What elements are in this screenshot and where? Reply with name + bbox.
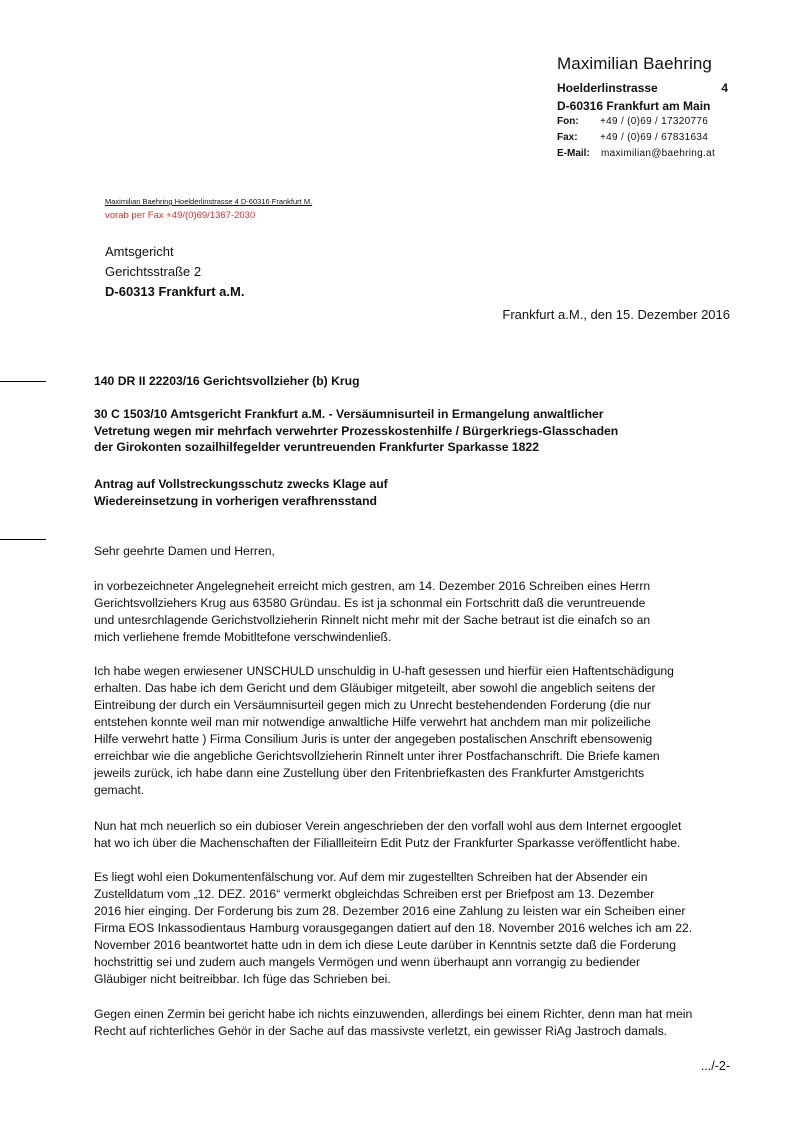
sender-city: D-60316 Frankfurt am Main [557, 99, 711, 113]
body-line: hat wo ich über die Machenschaften der Filiallleiteirn Edit Putz der Frankfurter Sparkasse veröffentlicht habe. [94, 836, 681, 850]
body-line: und untesrchlagende Gerichstvollzieherin Rinnelt nicht mehr mit der Sache betraut ist die einafch so an [94, 613, 651, 627]
page-continuation-marker: .../-2- [700, 1059, 730, 1073]
body-line: Es liegt wohl eien Dokumentenfälschung vor. Auf dem mir zugestellten Schreiben hat der Absender ein [94, 870, 648, 884]
body-line: Zustelldatum vom „12. DEZ. 2016“ vermerkt obgleichdas Schreiben erst per Briefpost am 13. Dezember [94, 887, 655, 901]
body-line: November 2016 beantwortet hatte udn in dem ich diese Leute darüber in Kenntnis setzte daß die Forderung [94, 938, 676, 952]
fold-mark-top [0, 381, 46, 382]
sender-house-number: 4 [721, 81, 728, 95]
sender-street-name: Hoelderlinstrasse [557, 81, 658, 95]
fold-mark-bottom [0, 539, 46, 540]
body-line: Eintreibung der durch ein Versäumnisurteil gegen mich zu Unrecht bestehendenden Forderung (die nur [94, 698, 651, 712]
body-paragraph-5 [94, 1006, 744, 1040]
subject-reference-2-line: 30 C 1503/10 Amtsgericht Frankfurt a.M. - Versäumnisurteil in Ermangelung anwaltlicher [94, 407, 604, 421]
recipient-line-2: Gerichtsstraße 2 [105, 264, 202, 279]
body-line: jeweils zurück, ich habe dann eine Zustellung über den Fritenbriefkasten des Frankfurter Amstgerichts [94, 766, 645, 780]
body-line: Gegen einen Zermin bei gericht habe ich nichts einzuwenden, allerdings bei einem Richter, denn man hat mein [94, 1007, 693, 1021]
fax-note: vorab per Fax +49/(0)69/1367-2030 [105, 210, 256, 221]
phone-label: Fon: [557, 116, 579, 127]
body-line: gemacht. [94, 783, 145, 797]
email-value: maximilian@baehring.at [601, 148, 716, 159]
salutation: Sehr geehrte Damen und Herren, [94, 544, 275, 558]
subject-motion-line: Antrag auf Vollstreckungsschutz zwecks Klage auf [94, 477, 388, 491]
sender-phone [557, 116, 708, 127]
body-line: entstehen konnte weil man mir notwendige anwaltliche Hilfe verwehrt hat anchdem man mir polizeiliche [94, 715, 651, 729]
recipient-line-3: D-60313 Frankfurt a.M. [105, 284, 245, 299]
body-line: Gerichtsvollziehers Krug aus 63580 Gründau. Es ist ja schonmal ein Fortschritt daß die veruntreuende [94, 596, 646, 610]
sender-email [557, 148, 715, 159]
body-line: in vorbezeichneter Angelegneheit erreicht mich gestren, am 14. Dezember 2016 Schreiben eines Herrn [94, 579, 651, 593]
body-line: erreichbar wie die angebliche Gerichtsvollzieherin Rinnelt unter ihrer Postfachanschrift. Die Briefe kamen [94, 749, 660, 763]
fax-label: Fax: [557, 132, 578, 143]
subject-reference-2-line: Vetretung wegen mir mehrfach verwehrter Prozesskostenhilfe / Bürgerkriegs-Glasschaden [94, 423, 619, 438]
body-line: mich verliehene fremde Mobitltefone verschwindenließ. [94, 630, 392, 644]
body-line: Recht auf richterliches Gehör in der Sache auf das massivste verletzt, ein gewisser RiAg Jastroch damals. [94, 1024, 668, 1038]
body-line: Hilfe verwehrt hatte ) Firma Consilium Juris is unter der angegeben postalischen Anschrift ebensowenig [94, 732, 653, 746]
body-paragraph-1 [94, 578, 744, 646]
body-line: Nun hat mch neuerlich so ein dubioser Verein angeschrieben der den vorfall wohl aus dem Internet ergooglet [94, 819, 682, 833]
body-line: erhalten. Das habe ich dem Gericht und dem Gläubiger mitgeteilt, aber sowohl die angeblich seitens der [94, 681, 656, 695]
sender-street [557, 81, 728, 95]
fax-value: +49 / (0)69 / 67831634 [600, 132, 709, 143]
recipient-line-1: Amtsgericht [105, 244, 174, 259]
subject-motion [94, 476, 388, 509]
phone-value: +49 / (0)69 / 17320776 [600, 116, 709, 127]
return-address: Maximilian Baehring Hoelderlinstrasse 4 D-60316 Frankfurt M. [105, 197, 313, 206]
body-line: Firma EOS Inkassodientaus Hamburg vorausgegangen datiert auf den 18. November 2016 welches ich am 22. [94, 921, 693, 935]
subject-motion-line: Wiedereinsetzung in vorherigen verafhrensstand [94, 493, 377, 508]
sender-fax [557, 132, 708, 143]
date-line: Frankfurt a.M., den 15. Dezember 2016 [502, 307, 730, 322]
sender-name: Maximilian Baehring [557, 54, 712, 73]
body-line: Ich habe wegen erwiesener UNSCHULD unschuldig in U-haft gesessen und hierfür eien Haftentschädigung [94, 664, 674, 678]
body-paragraph-2 [94, 663, 744, 799]
email-label: E-Mail: [557, 148, 590, 159]
body-line: Gläubiger nicht beitreibbar. Ich füge das Schrieben bei. [94, 972, 391, 986]
body-line: hochstrittig sei und zudem auch mangels Vermögen und wenn überhaupt ann vorrangig zu bediender [94, 955, 641, 969]
body-line: 2016 hier einging. Der Forderung bis zum 28. Dezember 2016 eine Zahlung zu leisten war ein Scheiben einer [94, 904, 686, 918]
subject-reference-2 [94, 406, 618, 456]
body-paragraph-4 [94, 869, 744, 988]
subject-reference-1: 140 DR II 22203/16 Gerichtsvollzieher (b) Krug [94, 374, 360, 388]
subject-reference-2-line: der Girokonten sozailhilfegelder veruntreuenden Frankfurter Sparkasse 1822 [94, 440, 539, 454]
body-paragraph-3 [94, 818, 744, 852]
